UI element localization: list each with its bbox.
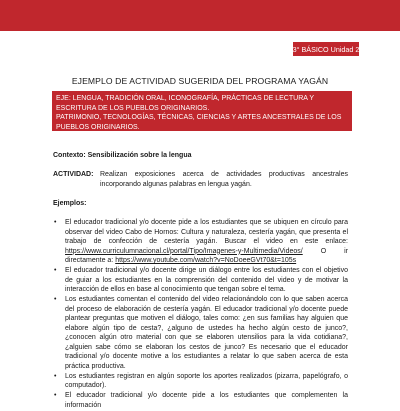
item-text: El educador tradicional y/o docente pide a los estudiantes que se ubiquen en círculo para observar del video Cabo de Hornos: Cultura y naturaleza, cestería yagán, que presenta el trabajo de confección de cestería yagán. Buscar el video en este enlace: (65, 219, 348, 245)
header-bar (0, 0, 400, 31)
youtube-link[interactable]: https://www.youtube.com/watch?v=NoDoeeGVt70&t=105s (115, 257, 297, 264)
grade-unit-badge: 3° BÁSICO Unidad 2 (293, 42, 359, 56)
list-item (54, 218, 348, 266)
list-item: • Los estudiantes registran en algún soporte los aportes realizados (pizarra, papelógrafo, o computador). (54, 372, 348, 391)
contexto-label: Contexto: (53, 152, 86, 159)
eje-line-patrimonio: PATRIMONIO, TECNOLOGÍAS, TÉCNICAS, CIENCIAS Y ARTES ANCESTRALES DE LOS PUEBLOS ORIGINARIOS. (56, 114, 342, 131)
document-title: EJEMPLO DE ACTIVIDAD SUGERIDA DEL PROGRAMA YAGÁN (71, 76, 329, 86)
eje-line-lengua: EJE: LENGUA, TRADICIÓN ORAL, ICONOGRAFÍA, PRÁCTICAS DE LECTURA Y ESCRITURA DE LOS PUEBLOS ORIGINARIOS. (56, 95, 314, 112)
list-item: • El educador tradicional y/o docente dirige un diálogo entre los estudiantes con el objetivo de guiar a los estudiantes en la comprensión del contenido del video y de motivar la interacción de ellos en base al conocimiento que tengan sobre el tema. (54, 266, 348, 295)
ejemplos-list (54, 218, 348, 411)
contexto-line (53, 152, 192, 159)
actividad-label: ACTIVIDAD: (53, 171, 94, 178)
list-item: • Los estudiantes comentan el contenido del video relacionándolo con lo que saben acerca del proceso de elaboración de cestería yagán. El educador tradicional y/o docente puede plantear preguntas que motiven el diálogo, tales como: ¿en sus familias hay alguien que elabore algún tipo de cesta?, ¿alguno de ustedes ha hecho algún cesto de junco?, ¿conocen algún otro material con que se elaboren utensilios para la vida cotidiana?, ¿alguien sabe cómo se elaboran los cestos de junco? Es necesario que el educador tradicional y/o docente motive a los estudiantes a relatar lo que saben acerca de esta práctica productiva. (54, 295, 348, 371)
actividad-text: Realizan exposiciones acerca de actividades productivas ancestrales incorporando algunas palabras en lengua yagán. (100, 171, 348, 188)
item-text: O ir directamente a: (65, 247, 348, 264)
ejemplos-label: Ejemplos: (53, 200, 87, 207)
contexto-value: Sensibilización sobre la lengua (87, 152, 192, 159)
list-item: • El educador tradicional y/o docente pide a los estudiantes que complementen la información (54, 391, 348, 410)
curriculum-link[interactable]: https://www.curriculumnacional.cl/portal/Tipo/Imagenes-y-Multimedia/Videos/ (65, 247, 303, 255)
eje-box (52, 91, 352, 131)
actividad-block (53, 170, 348, 190)
